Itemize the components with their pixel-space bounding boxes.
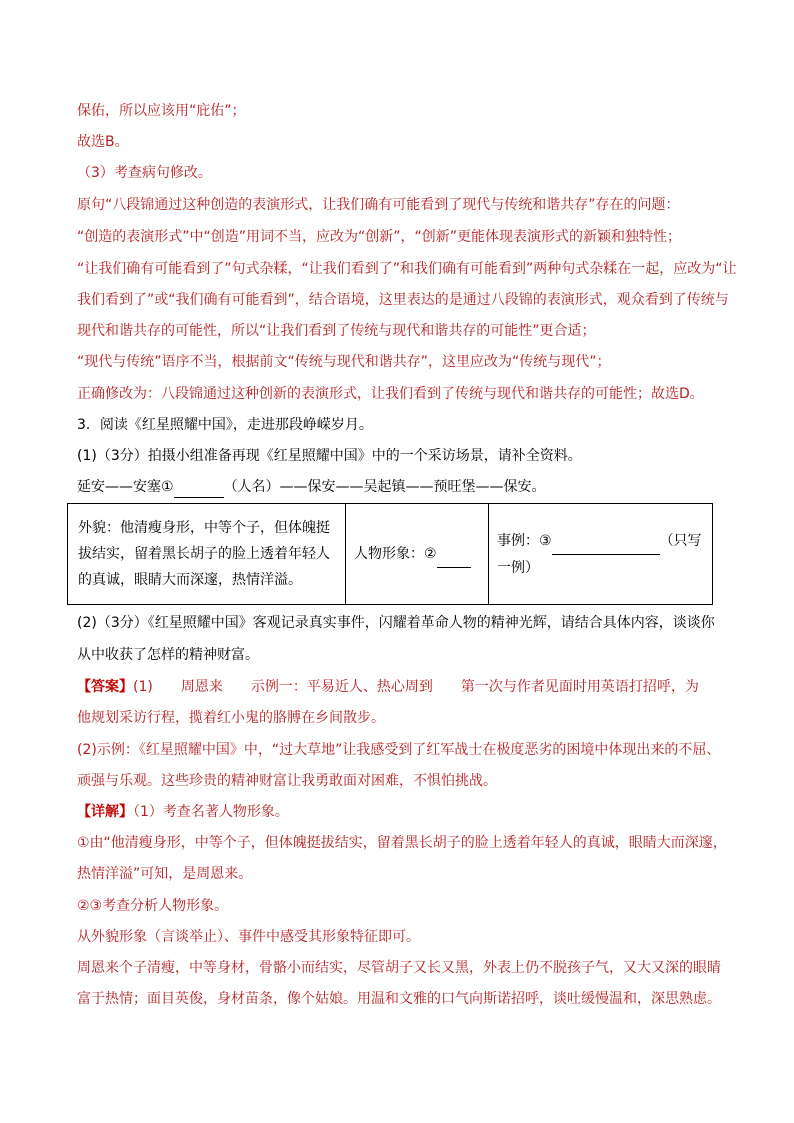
text-line: 富于热情；面目英俊，身材苗条，像个姑娘。用温和文雅的口气向斯诺招呼，谈吐缓慢温和，深思熟虑。 <box>77 991 721 1007</box>
text-line: 原句“八段锦通过这种创造的表演形式，让我们确有可能看到了现代与传统和谐共存”存在的问题： <box>77 197 680 213</box>
text-line: “创造的表演形式”中“创造”用词不当，应改为“创新”，“创新”更能体现表演形式的新颖和独特性； <box>77 229 682 245</box>
event-cell <box>489 504 713 605</box>
text-line: 他规划采访行程，揽着红小鬼的胳膊在乡间散步。 <box>77 710 385 726</box>
text-line: 周恩来个子清瘦，中等身材，骨骼小而结实，尽管胡子又长又黑，外表上仍不脱孩子气，又大又深的眼睛 <box>77 960 721 976</box>
text-line: “现代与传统”语序不当，根据前文“传统与现代和谐共存”，这里应改为“传统与现代”； <box>77 354 611 370</box>
text-line: 我们看到了”或“我们确有可能看到”，结合语境，这里表达的是通过八段锦的表演形式，观众看到了传统与 <box>77 292 729 308</box>
text-line: （3）考查病句修改。 <box>77 165 212 181</box>
question-part-1: (1)（3分）拍摄小组准备再现《红星照耀中国》中的一个采访场景，请补全资料。 <box>77 448 582 464</box>
route-line <box>77 477 546 498</box>
text-line: (2)示例：《红星照耀中国》中，“过大草地”让我感受到了红军战士在极度恶劣的困境中体现出来的不屈、 <box>77 742 721 758</box>
text-line: 现代和谐共存的可能性，所以“让我们看到了传统与现代和谐共存的可能性”更合适； <box>77 323 596 339</box>
text-line: ②③考查分析人物形象。 <box>77 898 229 914</box>
question-heading: 3．阅读《红星照耀中国》，走进那段峥嵘岁月。 <box>77 417 373 433</box>
appearance-cell: 外貌：他清瘦身形，中等个子，但体魄挺拔结实，留着黑长胡子的脸上透着年轻人的真诚，眼睛大而深邃，热情洋溢。 <box>68 504 346 605</box>
question-part-2-cont: 从中收获了怎样的精神财富。 <box>77 647 259 663</box>
question-part-2: (2)（3分）《红星照耀中国》客观记录真实事件，闪耀着革命人物的精神光辉，请结合具体内容，谈谈你 <box>77 615 715 631</box>
text-line: 顽强与乐观。这些珍贵的精神财富让我勇敢面对困难，不惧怕挑战。 <box>77 773 497 789</box>
answer-line <box>77 677 699 697</box>
blank-3 <box>552 528 660 555</box>
route-end: （人名）——保安——吴起镇——预旺堡——保安。 <box>223 479 546 495</box>
route-start: 延安——安塞① <box>77 479 174 495</box>
text-line: 正确修改为：八段锦通过这种创新的表演形式，让我们看到了传统与现代和谐共存的可能性；故选D。 <box>77 386 704 402</box>
info-table <box>67 503 713 605</box>
text-line: 保佑，所以应该用“庇佑”； <box>77 103 246 119</box>
answer-tag: 【答案】 <box>77 679 133 695</box>
blank-2 <box>437 541 471 568</box>
image-label: 人物形象：② <box>354 545 437 562</box>
detail-line <box>77 802 289 822</box>
text-line: 热情洋溢”可知，是周恩来。 <box>77 866 253 882</box>
text-line: 从外貌形象（言谈举止）、事件中感受其形象特征即可。 <box>77 929 420 945</box>
answer-text: (1) 周恩来 示例一：平易近人、热心周到 第一次与作者见面时用英语打招呼，为 <box>133 679 699 695</box>
text-line: 故选B。 <box>77 134 129 150</box>
text-line: ①由“他清瘦身形，中等个子，但体魄挺拔结实，留着黑长胡子的脸上透着年轻人的真诚，眼睛大而深邃， <box>77 835 727 851</box>
event-label: 事例：③ <box>497 532 552 549</box>
text-line: “让我们确有可能看到了”句式杂糅，“让我们看到了”和我们确有可能看到”两种句式杂糅在一起，应改为“让 <box>77 261 737 277</box>
detail-tag: 【详解】 <box>77 804 133 820</box>
blank-1 <box>174 477 224 498</box>
detail-text: （1）考查名著人物形象。 <box>133 804 289 820</box>
image-cell <box>346 504 489 605</box>
event-tail: （只写一例） <box>497 532 702 576</box>
